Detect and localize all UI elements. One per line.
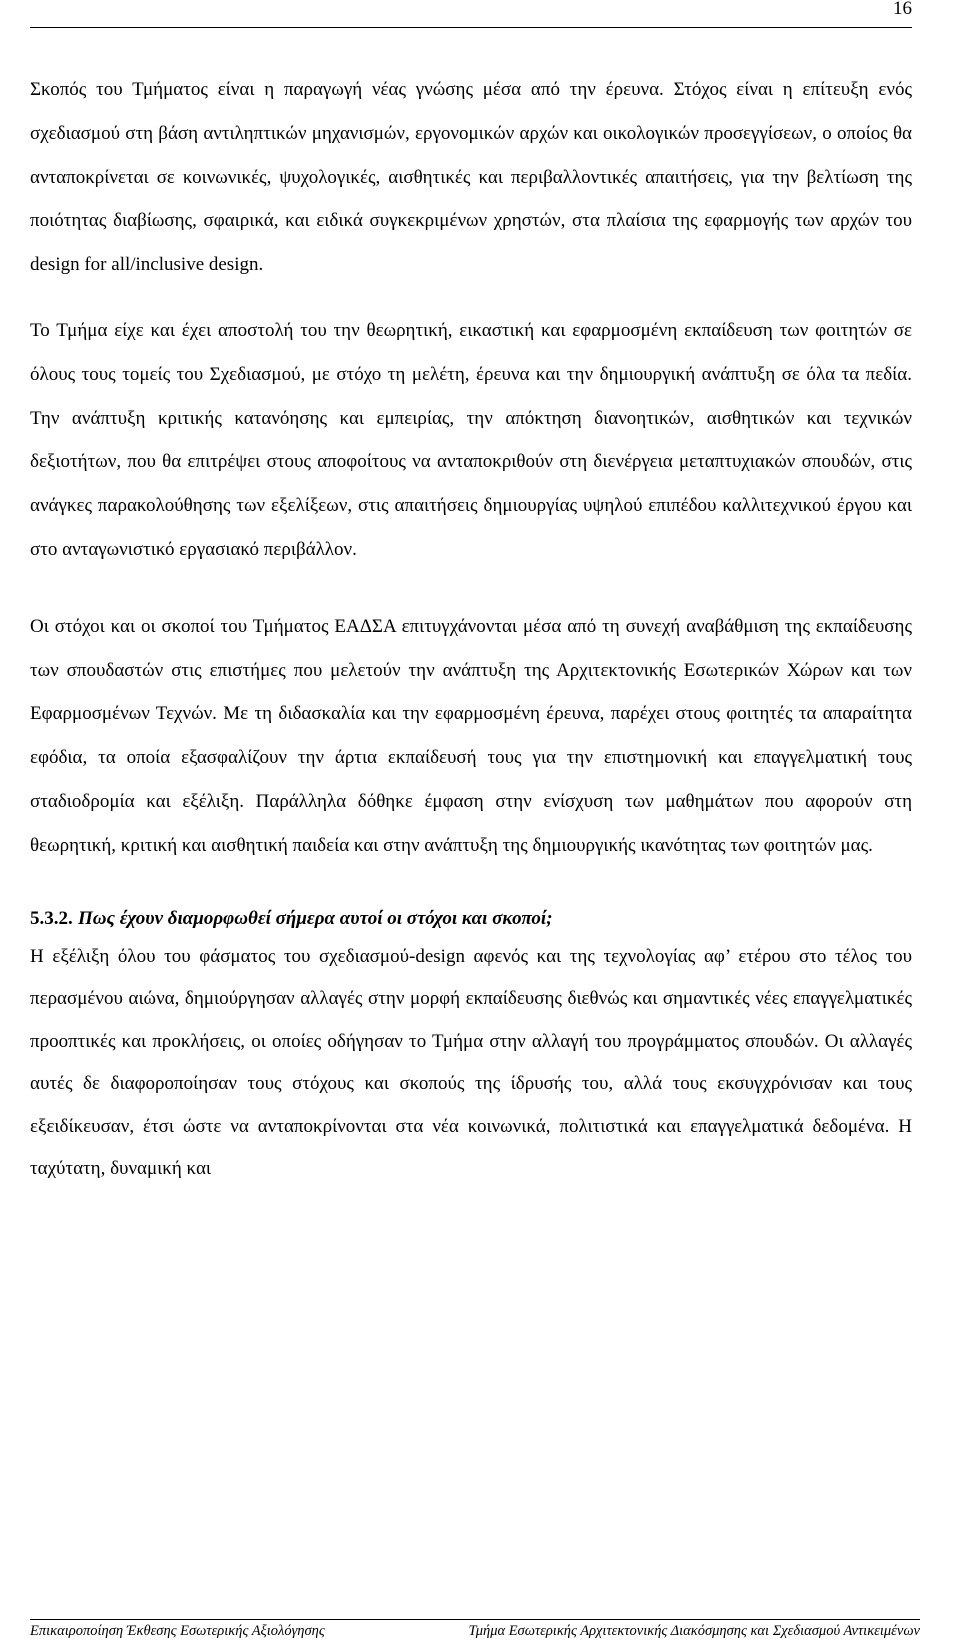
paragraph-department-mission — [30, 309, 912, 572]
text-line: μας. — [840, 834, 873, 856]
text-line: Με τη διδασκαλία και την εφαρμοσμένη έρευνα, παρέχει στους φοιτητές τα — [223, 703, 817, 725]
document-body — [30, 68, 912, 1191]
text-line: Οι αλλαγές αυτές δε διαφοροποίησαν τους στόχους και σκοπούς της ίδρυσής του, — [30, 1030, 912, 1095]
text-line: αφ’ ετέρου στο τέλος του περασμένου αιώνα, δημιούργησαν αλλαγές στην μορφή — [30, 945, 912, 1010]
text-line: ανάπτυξη της Αρχιτεκτονικής Εσωτερικών Χώρων και των Εφαρμοσμένων Τεχνών. — [30, 659, 913, 725]
text-line: αναβάθμιση της εκπαίδευσης των σπουδαστών στις επιστήμες που μελετούν την — [30, 615, 912, 681]
section-heading — [30, 901, 912, 936]
text-line: έρευνα και την δημιουργική ανάπτυξη σε όλα τα πεδία. Την ανάπτυξη κριτικής — [30, 363, 912, 429]
page-header — [30, 0, 912, 28]
text-line: ανταγωνιστικό εργασιακό περιβάλλον. — [62, 538, 357, 560]
paragraph-section-body — [30, 936, 912, 1191]
text-line: εκπαίδευσης διεθνώς και σημαντικές νέες επαγγελματικές προοπτικές και — [30, 988, 912, 1052]
text-line: μεταπτυχιακών σπουδών, στις ανάγκες παρακολούθησης των εξελίξεων, στις — [30, 451, 913, 517]
text-line: εκπαίδευση των φοιτητών σε όλους τους τομείς του Σχεδιασμού, με στόχο τη μελέτη, — [30, 319, 913, 385]
page-number: 16 — [893, 0, 912, 19]
text-line: έμφαση στην ενίσχυση των μαθημάτων που αφορούν στη θεωρητική, κριτική και — [30, 790, 913, 856]
text-line: απαιτήσεις δημιουργίας υψηλού επιπέδου καλλιτεχνικού έργου και στο — [30, 495, 912, 560]
text-line: νέα κοινωνικά, πολιτιστικά και επαγγελματικά δεδομένα. Η ταχύτατη, δυναμική και — [30, 1115, 912, 1180]
text-line: Οι στόχοι και οι σκοποί του Τμήματος ΕΑΔΣΑ επιτυγχάνονται μέσα από τη συνεχή — [30, 615, 681, 637]
text-line: Το Τμήμα είχε και έχει αποστολή του την θεωρητική, εικαστική και εφαρμοσμένη — [30, 319, 678, 341]
paragraph-research-goal — [30, 68, 912, 287]
paragraph-department-objectives — [30, 605, 912, 868]
text-line: Σκοπός του Τμήματος είναι η παραγωγή νέας γνώσης μέσα από την έρευνα. Στόχος — [30, 79, 727, 100]
text-line: δεξιοτήτων, που θα επιτρέψει στους αποφοίτους να ανταποκριθούν στη διενέργεια — [30, 451, 673, 473]
text-line: εφαρμογής των αρχών του design for all/inclusive design. — [30, 210, 913, 276]
page-footer — [30, 1619, 920, 1646]
text-line: είναι η επίτευξη ενός σχεδιασμού στη βάση αντιληπτικών μηχανισμών, εργονομικών — [30, 79, 912, 144]
text-line: αισθητική παιδεία και στην ανάπτυξη της δημιουργικής ικανότητας των φοιτητών — [211, 834, 836, 856]
text-line: αλλά τους εκσυγχρόνισαν και τους εξειδίκευσαν, έτσι ώστε να ανταποκρίνονται στα — [30, 1073, 913, 1137]
text-line: Η εξέλιξη όλου του φάσματος του σχεδιασμού-design αφενός και της τεχνολογίας — [30, 945, 696, 967]
text-line: ψυχολογικές, αισθητικές και περιβαλλοντικές απαιτήσεις, για την βελτίωση της — [279, 166, 913, 188]
footer-left-text: Επικαιροποίηση Έκθεσης Εσωτερικής Αξιολόγησης — [30, 1623, 325, 1639]
text-line: κατανόησης και εμπειρίας, την απόκτηση διανοητικών, αισθητικών και τεχνικών — [234, 407, 913, 429]
section-number: 5.3.2. — [30, 907, 73, 929]
footer-right-text: Τμήμα Εσωτερικής Αρχιτεκτονικής Διακόσμησης και Σχεδιασμού Αντικειμένων — [468, 1623, 920, 1639]
text-line: ποιότητας διαβίωσης, σφαιρικά, και ειδικά συγκεκριμένων χρηστών, στα πλαίσια της — [30, 210, 698, 232]
section-title: Πως έχουν διαμορφωθεί σήμερα αυτοί οι στόχοι και σκοποί; — [78, 907, 553, 929]
text-line: προκλήσεις, οι οποίες οδήγησαν το Τμήμα στην αλλαγή του προγράμματος σπουδών. — [152, 1030, 819, 1052]
text-line: αρχών και οικολογικών προσεγγίσεων, ο οποίος θα ανταποκρίνεται σε κοινωνικές, — [30, 122, 913, 188]
text-line: επιστημονική και επαγγελματική τους σταδιοδρομία και εξέλιξη. Παράλληλα δόθηκε — [30, 747, 913, 812]
text-line: απαραίτητα εφόδια, τα οποία εξασφαλίζουν την άρτια εκπαίδευσή τους για την — [30, 703, 913, 769]
